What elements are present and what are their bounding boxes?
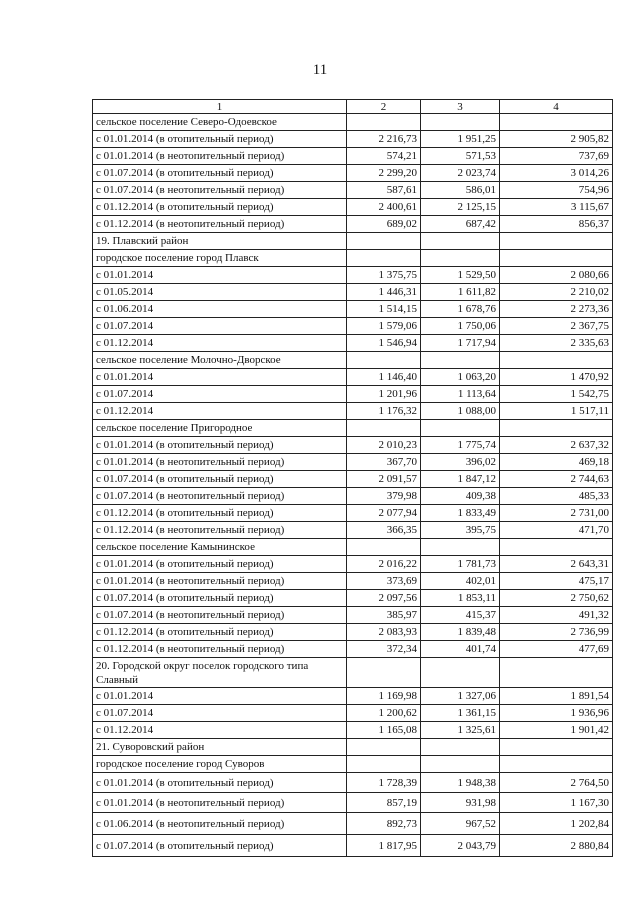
cell-value: 892,73 [347,813,421,835]
cell-value: 2 880,84 [500,835,613,857]
cell-value [421,114,500,131]
cell-value: 2 744,63 [500,471,613,488]
cell-value: 571,53 [421,148,500,165]
row-label: с 01.07.2014 (в неотопительный период) [93,607,347,624]
table-row [93,573,613,590]
table-row [93,284,613,301]
cell-value: 401,74 [421,641,500,658]
table-row [93,505,613,522]
cell-value [500,233,613,250]
cell-value: 2 043,79 [421,835,500,857]
cell-value: 1 113,64 [421,386,500,403]
cell-value: 1 470,92 [500,369,613,386]
cell-value: 1 529,50 [421,267,500,284]
table-row [93,301,613,318]
row-label: с 01.12.2014 [93,335,347,352]
cell-value: 1 611,82 [421,284,500,301]
table-row [93,773,613,793]
cell-value: 1 517,11 [500,403,613,420]
cell-value [421,658,500,688]
cell-value: 2 016,22 [347,556,421,573]
cell-value: 1 202,84 [500,813,613,835]
row-label: с 01.07.2014 (в неотопительный период) [93,182,347,199]
cell-value: 485,33 [500,488,613,505]
row-label: с 01.07.2014 [93,705,347,722]
cell-value: 1 446,31 [347,284,421,301]
cell-value: 2 637,32 [500,437,613,454]
cell-value [421,756,500,773]
cell-value [347,250,421,267]
cell-value: 2 643,31 [500,556,613,573]
cell-value: 2 125,15 [421,199,500,216]
table-row [93,131,613,148]
cell-value: 856,37 [500,216,613,233]
cell-value: 1 546,94 [347,335,421,352]
cell-value [421,250,500,267]
table-row [93,641,613,658]
cell-value: 1 361,15 [421,705,500,722]
cell-value: 366,35 [347,522,421,539]
cell-value: 1 750,06 [421,318,500,335]
table-row [93,739,613,756]
row-label: с 01.01.2014 (в неотопительный период) [93,573,347,590]
row-label: с 01.07.2014 [93,386,347,403]
cell-value: 1 775,74 [421,437,500,454]
row-label: с 01.07.2014 [93,318,347,335]
table-row [93,688,613,705]
row-label: с 01.12.2014 (в отопительный период) [93,199,347,216]
row-label: с 01.01.2014 (в неотопительный период) [93,793,347,813]
cell-value: 1 951,25 [421,131,500,148]
table-row [93,705,613,722]
row-label: с 01.01.2014 (в неотопительный период) [93,148,347,165]
cell-value [500,352,613,369]
cell-value [500,756,613,773]
cell-value: 373,69 [347,573,421,590]
cell-value [347,233,421,250]
cell-value: 402,01 [421,573,500,590]
row-label: с 01.12.2014 [93,403,347,420]
cell-value: 587,61 [347,182,421,199]
cell-value: 1 579,06 [347,318,421,335]
cell-value: 967,52 [421,813,500,835]
row-label: с 01.07.2014 (в отопительный период) [93,835,347,857]
row-label: 21. Суворовский район [93,739,347,756]
row-label: с 01.12.2014 [93,722,347,739]
cell-value: 2 023,74 [421,165,500,182]
cell-value: 2 273,36 [500,301,613,318]
cell-value [421,539,500,556]
table-row [93,437,613,454]
row-label: с 01.12.2014 (в отопительный период) [93,624,347,641]
row-label: с 01.01.2014 (в неотопительный период) [93,454,347,471]
table-row [93,590,613,607]
row-label: с 01.01.2014 [93,267,347,284]
cell-value: 857,19 [347,793,421,813]
row-label: с 01.01.2014 (в отопительный период) [93,556,347,573]
cell-value: 2 091,57 [347,471,421,488]
row-label: 20. Городской округ поселок городского типа Славный [93,658,347,688]
cell-value: 2 764,50 [500,773,613,793]
cell-value [347,114,421,131]
cell-value: 2 367,75 [500,318,613,335]
cell-value [347,352,421,369]
cell-value: 2 736,99 [500,624,613,641]
row-label: сельское поселение Молочно-Дворское [93,352,347,369]
table-row [93,556,613,573]
cell-value [500,250,613,267]
column-header: 4 [500,100,613,114]
row-label: с 01.01.2014 (в отопительный период) [93,437,347,454]
cell-value: 1 936,96 [500,705,613,722]
table-row [93,352,613,369]
table-row [93,216,613,233]
page-number: 11 [312,62,328,78]
row-label: сельское поселение Северо-Одоевское [93,114,347,131]
cell-value: 2 077,94 [347,505,421,522]
cell-value: 1 901,42 [500,722,613,739]
cell-value: 3 115,67 [500,199,613,216]
table-row [93,607,613,624]
cell-value: 1 327,06 [421,688,500,705]
table-row [93,369,613,386]
table-row [93,335,613,352]
cell-value: 1 514,15 [347,301,421,318]
table-row [93,182,613,199]
table-row [93,756,613,773]
cell-value [421,233,500,250]
cell-value: 409,38 [421,488,500,505]
cell-value: 471,70 [500,522,613,539]
row-label: с 01.07.2014 (в неотопительный период) [93,488,347,505]
cell-value: 1 839,48 [421,624,500,641]
cell-value: 1 847,12 [421,471,500,488]
table-row [93,539,613,556]
cell-value [500,420,613,437]
row-label: с 01.01.2014 (в отопительный период) [93,773,347,793]
cell-value: 379,98 [347,488,421,505]
cell-value: 1 146,40 [347,369,421,386]
cell-value: 1 817,95 [347,835,421,857]
cell-value [500,114,613,131]
table-row [93,267,613,284]
cell-value: 1 853,11 [421,590,500,607]
cell-value: 1 167,30 [500,793,613,813]
table-row [93,148,613,165]
cell-value: 574,21 [347,148,421,165]
cell-value [500,739,613,756]
row-label: с 01.01.2014 (в отопительный период) [93,131,347,148]
cell-value: 586,01 [421,182,500,199]
table-row [93,522,613,539]
cell-value: 754,96 [500,182,613,199]
cell-value: 2 750,62 [500,590,613,607]
tariff-table [92,99,613,857]
cell-value: 1 088,00 [421,403,500,420]
cell-value: 2 080,66 [500,267,613,284]
cell-value: 931,98 [421,793,500,813]
cell-value: 1 375,75 [347,267,421,284]
row-label: с 01.12.2014 (в неотопительный период) [93,641,347,658]
column-header: 3 [421,100,500,114]
cell-value: 367,70 [347,454,421,471]
table-row [93,813,613,835]
cell-value: 1 176,32 [347,403,421,420]
cell-value: 2 299,20 [347,165,421,182]
cell-value [421,352,500,369]
cell-value: 1 891,54 [500,688,613,705]
cell-value [347,420,421,437]
row-label: 19. Плавский район [93,233,347,250]
cell-value: 1 833,49 [421,505,500,522]
cell-value [347,739,421,756]
cell-value: 1 717,94 [421,335,500,352]
cell-value: 385,97 [347,607,421,624]
table-row [93,420,613,437]
table-row [93,835,613,857]
table-header-row [93,100,613,114]
cell-value: 1 201,96 [347,386,421,403]
cell-value: 491,32 [500,607,613,624]
row-label: с 01.05.2014 [93,284,347,301]
row-label: городское поселение город Плавск [93,250,347,267]
row-label: с 01.06.2014 [93,301,347,318]
table-row [93,318,613,335]
cell-value [347,539,421,556]
row-label: с 01.06.2014 (в неотопительный период) [93,813,347,835]
cell-value: 737,69 [500,148,613,165]
cell-value [421,420,500,437]
cell-value [347,756,421,773]
table-row [93,114,613,131]
cell-value: 395,75 [421,522,500,539]
table-row [93,722,613,739]
cell-value: 1 728,39 [347,773,421,793]
table-row [93,403,613,420]
cell-value: 1 781,73 [421,556,500,573]
row-label: сельское поселение Пригородное [93,420,347,437]
row-label: с 01.12.2014 (в неотопительный период) [93,522,347,539]
cell-value: 477,69 [500,641,613,658]
table-row [93,386,613,403]
cell-value: 396,02 [421,454,500,471]
row-label: сельское поселение Камынинское [93,539,347,556]
cell-value: 2 083,93 [347,624,421,641]
column-header: 2 [347,100,421,114]
table-row [93,793,613,813]
cell-value: 2 731,00 [500,505,613,522]
cell-value: 689,02 [347,216,421,233]
row-label: с 01.07.2014 (в отопительный период) [93,165,347,182]
cell-value: 1 165,08 [347,722,421,739]
cell-value: 372,34 [347,641,421,658]
column-header: 1 [93,100,347,114]
table-row [93,250,613,267]
row-label: с 01.12.2014 (в отопительный период) [93,505,347,522]
cell-value [500,539,613,556]
cell-value: 475,17 [500,573,613,590]
row-label: с 01.07.2014 (в отопительный период) [93,471,347,488]
cell-value: 1 542,75 [500,386,613,403]
cell-value: 2 097,56 [347,590,421,607]
cell-value: 1 169,98 [347,688,421,705]
row-label: с 01.12.2014 (в неотопительный период) [93,216,347,233]
row-label: с 01.07.2014 (в отопительный период) [93,590,347,607]
cell-value [500,658,613,688]
cell-value: 1 200,62 [347,705,421,722]
table-row [93,199,613,216]
cell-value [347,658,421,688]
row-label: с 01.01.2014 [93,369,347,386]
cell-value: 2 210,02 [500,284,613,301]
cell-value: 2 905,82 [500,131,613,148]
table-row [93,233,613,250]
table-row [93,658,613,688]
table-row [93,471,613,488]
table-row [93,165,613,182]
table-row [93,454,613,471]
cell-value: 1 325,61 [421,722,500,739]
cell-value [421,739,500,756]
cell-value: 687,42 [421,216,500,233]
cell-value: 2 400,61 [347,199,421,216]
cell-value: 415,37 [421,607,500,624]
row-label: городское поселение город Суворов [93,756,347,773]
cell-value: 3 014,26 [500,165,613,182]
cell-value: 1 948,38 [421,773,500,793]
row-label: с 01.01.2014 [93,688,347,705]
cell-value: 469,18 [500,454,613,471]
table-row [93,488,613,505]
cell-value: 2 010,23 [347,437,421,454]
cell-value: 1 678,76 [421,301,500,318]
cell-value: 1 063,20 [421,369,500,386]
table-row [93,624,613,641]
cell-value: 2 335,63 [500,335,613,352]
cell-value: 2 216,73 [347,131,421,148]
